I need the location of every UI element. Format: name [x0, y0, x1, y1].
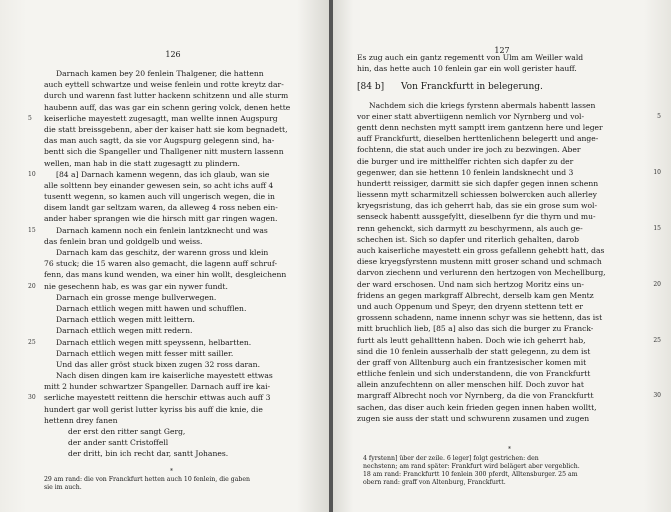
text-line [44, 102, 306, 113]
text-line [357, 122, 643, 133]
line-number: 15 [28, 226, 36, 234]
text-line [44, 124, 306, 135]
text-line [357, 368, 643, 379]
text-line [357, 200, 643, 211]
line-number: 10 [653, 168, 661, 176]
text-line [357, 223, 661, 234]
text-line-content: auch kaiserliche mayestett ein gross gefallenn gehebtt hatt, das [357, 246, 605, 256]
text-line [357, 357, 643, 368]
text-line [28, 169, 306, 180]
text-line-content: Darnach kamen bey 20 fenlein Thalgener, die hattenn [56, 69, 264, 78]
footnote-line: 29 am rand: die von Franckfurt hetten auch 10 fenlein, die gaben [44, 476, 251, 483]
right-main-text [357, 100, 661, 424]
text-line-content: schechen ist. Sich so dapfer und riterlich gehalten, darob [357, 234, 579, 244]
text-line-content: der ander santt Cristoffell [68, 438, 169, 448]
right-body-text [357, 52, 661, 424]
text-line-content: der erst den ritter sangt Gerg, [68, 427, 186, 436]
text-line-content: das fenlein bran und goldgelb und weiss. [44, 236, 203, 246]
text-line [357, 346, 643, 357]
text-line [44, 180, 306, 191]
text-line-content: darvon ziechenn und verlurenn den hertzogen von Mechellburg, [357, 268, 606, 278]
text-line-content: Und das aller gröst stuck bixen zugen 32 ross daran. [56, 359, 260, 369]
text-line-content: hundertt reissiger, darmitt sie sich dapfer gegen innen schenn [357, 178, 599, 188]
text-line-content: margraff Albrecht noch vor Nyrnberg, da die von Franckfurtt [357, 391, 594, 401]
text-line-content: haubenn auff, das was gar ein schenn gering volck, denen hette [44, 102, 291, 112]
text-line [357, 111, 661, 122]
text-line-content: allein anzufechtenn on aller menschen hilf. Doch zuvor hat [357, 380, 584, 390]
right-page-number: 127 [494, 46, 510, 55]
text-line-content: Darnach ein grosse menge bullverwegen. [56, 292, 217, 302]
line-number: 30 [28, 394, 36, 402]
text-line [44, 359, 306, 370]
text-line [357, 413, 643, 424]
text-line [44, 437, 306, 448]
text-line-content: und auch Oppenum und Speyr, den dryenn stettenn tett er [357, 301, 583, 311]
text-line-content: durch und warenn fast lutter hackenn schitzenn und alle sturm [44, 91, 289, 101]
text-line-content: hundert gar woll gerist lutter kyriss bis auff die knie, die [44, 404, 263, 414]
text-line-content: serliche mayestett reittenn die herschir ettwas auch auff 3 [44, 393, 271, 403]
right-page [333, 0, 671, 512]
text-line-content: tusentt wegenn, so kamen auch vill ungerisch wegen, die in [44, 192, 275, 202]
line-number: 10 [28, 170, 36, 178]
text-line-content: die burger und ire mitthelffer richten sich dapfer zu der [357, 156, 574, 166]
text-line-content: Darnach ettlich wegen mitt leittern. [56, 315, 195, 325]
text-line [44, 158, 306, 169]
footnote-line: obern rand: graff von Altenburg, Franckfurtt. [363, 479, 506, 486]
line-number: 25 [653, 336, 661, 344]
text-line [44, 79, 306, 90]
text-line-content: fridens an gegen markgraff Albrecht, derselb kam gen Mentz [357, 290, 594, 300]
text-line-content: bentt sich die Spangeller und Thallgener nitt mustern lassenn [44, 147, 284, 157]
footnote-line: sie im auch. [44, 484, 82, 491]
heading-section-marker: [84 b] [357, 82, 385, 93]
text-line [28, 337, 306, 348]
text-line-content: Darnach ettlich wegen mitt hawen und schufflen. [56, 303, 247, 313]
text-line [357, 100, 643, 111]
text-line-content: senseck habentt aussgefyltt, dieselbenn fyr die thyrn und mu- [357, 212, 596, 222]
footnote-line: nechstenn; am rand später: Frankfurt wird belägert aber vergeblich. [363, 463, 580, 470]
line-number: 5 [28, 114, 32, 122]
footnote-line: 18 am rand: Franckfurtt 10 fenlein 300 pferdt, Alltensburger. 25 am [363, 471, 578, 478]
text-line [44, 236, 306, 247]
text-line [357, 52, 643, 63]
left-body-text [28, 68, 306, 460]
text-line-content: alle solttenn bey einander gewesen sein, so acht ichs auff 4 [44, 180, 274, 190]
text-line [357, 290, 643, 301]
text-line-content: sind die 10 fenlein ausserhalb der statt gelegenn, zu dem ist [357, 346, 591, 356]
text-line [44, 325, 306, 336]
line-number: 15 [653, 224, 661, 232]
line-number: 25 [28, 338, 36, 346]
line-number: 5 [657, 112, 661, 120]
text-line [357, 279, 661, 290]
footnote-separator-star: * [170, 468, 173, 475]
text-line-content: furtt als leutt gehallttenn haben. Doch wie ich geherrt hab, [357, 335, 586, 345]
text-line [44, 381, 306, 392]
text-line-content: Es zug auch ein gantz regementt von Ulm am Weiller wald [357, 53, 584, 62]
text-line [44, 90, 306, 101]
text-line-content: hettenn drey fanen [44, 415, 118, 425]
text-line [357, 63, 643, 74]
text-line-content: fenn, das mans kund wenden, wa einer hin wollt, desgleichenn [44, 270, 287, 280]
text-line-content: wellen, man hab in die statt zugesagtt zu plindern. [44, 158, 240, 168]
text-line-content: mitt 2 hunder schwartzer Spangeller. Darnach auff ire kai- [44, 382, 271, 392]
text-line-content: auch eyttell schwartze und weise fenlein und rotte kreytz dar- [44, 80, 284, 90]
text-line [357, 390, 661, 401]
text-line [357, 167, 661, 178]
text-line-content: zugen sie auss der statt und schwurenn zusamen und zugen [357, 413, 590, 423]
text-line-content: der dritt, bin ich recht dar, santt Johanes. [68, 449, 229, 459]
text-line [357, 379, 643, 390]
text-line [44, 146, 306, 157]
text-line [44, 348, 306, 359]
chapter-heading [357, 82, 643, 93]
text-line-content: vor einer statt abvertiigenn nemlich vor Nyrnberg und vol- [357, 111, 585, 121]
text-line-content: diese kryegsfyrstenn mustenn mitt groser schand und schmach [357, 257, 602, 267]
text-line-content: Darnach kamenn noch ein fenlein lantzknecht und was [56, 225, 268, 235]
text-line-content: keiserliche mayestett zugesagtt, man wellte innen Augspurg [44, 113, 278, 123]
text-line-content: das man auch sagtt, da sie vor Augspurg gelegenn sind, ha- [44, 136, 275, 146]
text-line-content: Darnach ettlich wegen mitt redern. [56, 326, 193, 336]
left-page [0, 0, 330, 512]
left-footnotes [44, 476, 306, 492]
text-line-content: nie gesechenn hab, es was gar ein nywer fundt. [44, 281, 228, 291]
text-line-content: ander haber sprangen wie die hirsch mitt gar ringen wagen. [44, 214, 278, 224]
text-line [28, 281, 306, 292]
text-line [44, 202, 306, 213]
text-line [44, 135, 306, 146]
text-line-content: Nach disen dingen kam ire kaiserliche mayestett ettwas [56, 371, 273, 381]
text-line [44, 370, 306, 381]
text-line [357, 323, 643, 334]
text-line [357, 256, 643, 267]
text-line [357, 144, 643, 155]
text-line [44, 292, 306, 303]
text-line [44, 303, 306, 314]
text-line [44, 269, 306, 280]
right-footnotes [363, 455, 643, 487]
text-line-content: gentt denn nechsten mytt samptt irem gantzenn here und leger [357, 122, 603, 132]
text-line [44, 404, 306, 415]
right-continuation-text [357, 52, 643, 74]
text-line-content: liessenn mytt scharmitzell schiessen bolwercken auch allerley [357, 190, 597, 200]
footnote-separator-star: * [508, 446, 511, 453]
text-line [357, 312, 643, 323]
text-line [357, 234, 643, 245]
line-number: 20 [28, 282, 36, 290]
text-line-content: Darnach ettlich wegen mitt fesser mitt sailler. [56, 348, 234, 358]
text-line-content: auff Franckfurtt, dieselben herttenlichenn belegertt und ange- [357, 134, 599, 144]
text-line-content: der graff von Alltenburg auch ein frantzesischer komen mit [357, 357, 587, 367]
text-line [28, 113, 306, 124]
text-line-content: renn gehenckt, sich darmytt zu beschyrmenn, als auch ge- [357, 223, 583, 233]
text-line [357, 301, 643, 312]
text-line-content: der ward erschosen. Und nam sich hertzog Moritz eins un- [357, 279, 584, 289]
text-line [44, 415, 306, 426]
text-line [357, 402, 643, 413]
text-line [44, 247, 306, 258]
text-line-content: Darnach ettlich wegen mitt speyssenn, helbartten. [56, 337, 252, 347]
text-line [28, 225, 306, 236]
text-line-content: disem landt gar seltzam waren, da alleweg 4 ross neben ein- [44, 203, 278, 213]
text-line-content: grossenn schadenn, name innenn schyr was sie hettenn, das ist [357, 313, 603, 323]
text-line-content: hin, das hette auch 10 fenlein gar ein woll gerister hauff. [357, 64, 577, 74]
text-line-content: ettliche fenlein und sich understandenn, die von Franckfurtt [357, 369, 591, 379]
text-line [44, 258, 306, 269]
text-line [357, 156, 643, 167]
heading-title: Von Franckfurtt in belegerung. [400, 82, 543, 93]
text-line [44, 68, 306, 79]
text-line [357, 267, 643, 278]
text-line [44, 448, 306, 459]
text-line [44, 426, 306, 437]
text-line [44, 191, 306, 202]
line-number: 20 [653, 280, 661, 288]
text-line-content: [84 a] Darnach kamenn wegenn, das ich glaub, wan sie [56, 169, 270, 179]
text-line-content: fochtenn, die stat auch under ire joch zu bezwingen. Aber [357, 145, 581, 155]
text-line-content: kryegsristung, das ich geherrt hab, das sie ein grose sum wol- [357, 201, 598, 211]
line-number: 30 [653, 392, 661, 400]
text-line-content: Nachdem sich die kriegs fyrstenn abermals habentt lassen [369, 100, 596, 110]
text-line-content: sachen, das diser auch kein frieden gegen innen haben wolltt, [357, 402, 597, 412]
footnote-line: 4 fyrstenn] über der zeile. 6 leger] folgt gestrichen: den [363, 455, 539, 462]
text-line [357, 178, 643, 189]
text-line [357, 245, 643, 256]
text-line-content: Darnach kam das geschitz, der warenn gross und klein [56, 248, 269, 257]
text-line-content: gegenwer, dan sie hettenn 10 fenlein landsknecht und 3 [357, 167, 574, 177]
text-line [44, 314, 306, 325]
text-line [28, 392, 306, 403]
text-line-content: 76 stuck; die 15 waren also gemacht, die lagenn auff schruf- [44, 259, 278, 269]
text-line [357, 335, 661, 346]
text-line [357, 133, 643, 144]
text-line-content: mitt bruchlich lieb, [85 a] also das sich die burger zu Franck- [357, 324, 594, 334]
text-line [357, 211, 643, 222]
text-line-content: die statt breissgebenn, aber der kaiser hatt sie kom begnadett, [44, 124, 288, 134]
text-line [44, 213, 306, 224]
left-page-number: 126 [165, 50, 181, 59]
text-line [357, 189, 643, 200]
